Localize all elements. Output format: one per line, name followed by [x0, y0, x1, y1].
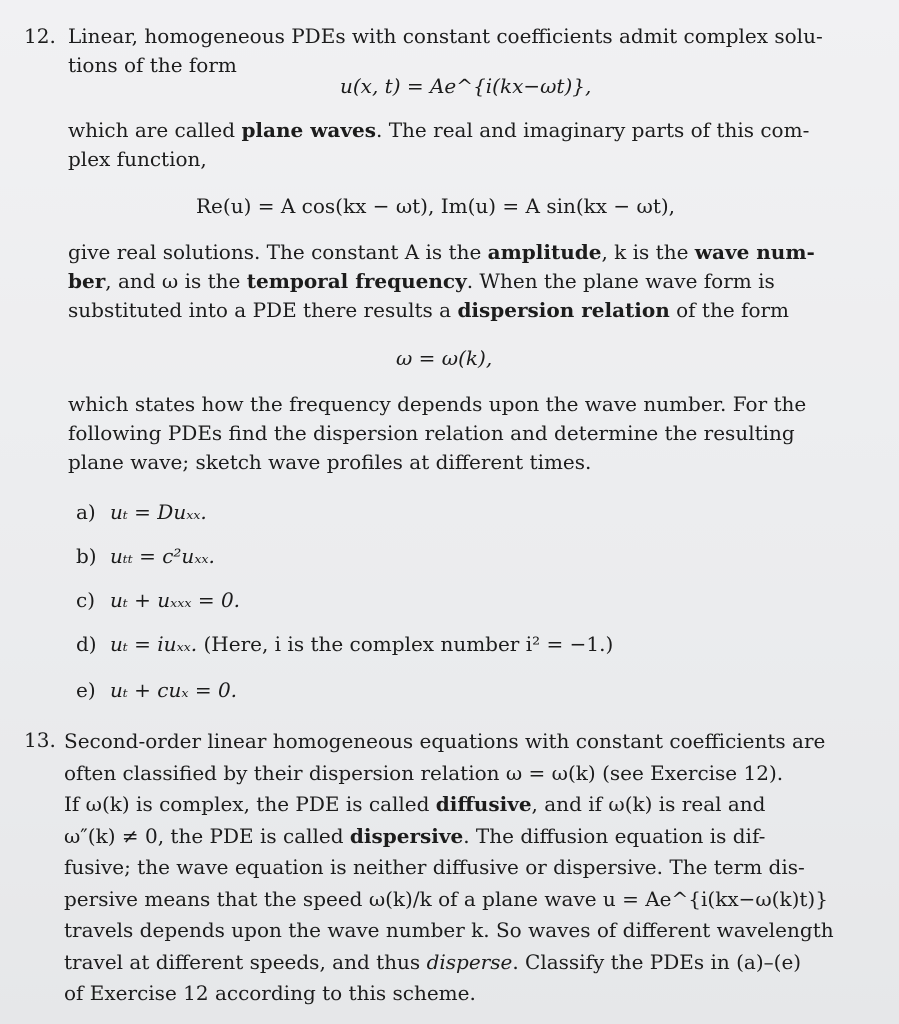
text-line: tions of the form	[68, 53, 237, 77]
equation-text: Re(u) = A cos(kx − ωt), Im(u) = A sin(kx − ωt),	[196, 194, 676, 218]
text-line: plex function,	[68, 147, 207, 171]
text-run: . When the plane wave form is	[466, 269, 775, 293]
text-run: substituted into a PDE there results a	[68, 298, 458, 322]
equation-text: u(x, t) = Ae^{i(kx−ωt)},	[340, 74, 592, 98]
text-line: persive means that the speed ω(k)/k of a plane wave u = Ae^{i(kx−ω(k)t)}	[64, 886, 828, 911]
part-equation: uₜ + uₓₓₓ = 0.	[110, 588, 241, 612]
part-note: (Here, i is the complex number i² = −1.)	[203, 632, 614, 656]
text-run: . The real and imaginary parts of this com-	[376, 118, 810, 142]
text-run: give real solutions. The constant A is the	[68, 240, 488, 264]
term-temporal-frequency: temporal frequency	[246, 269, 467, 293]
part-a	[76, 498, 207, 527]
text-run: If ω(k) is complex, the PDE is called	[64, 792, 436, 816]
equation-re-im	[196, 192, 675, 221]
part-label: c)	[76, 588, 96, 612]
term-disperse: disperse	[426, 949, 513, 974]
text-run: ω″(k) ≠ 0, the PDE is called	[64, 823, 350, 848]
text-line: plane wave; sketch wave profiles at different times.	[68, 450, 592, 474]
equation-text: ω = ω(k),	[396, 346, 493, 370]
text-run: , k is the	[601, 240, 695, 264]
text-line: fusive; the wave equation is neither diffusive or dispersive. The term dis-	[64, 855, 805, 879]
term-plane-waves: plane waves	[241, 118, 376, 142]
part-equation: uₜ = Duₓₓ.	[110, 500, 207, 524]
part-d	[76, 630, 613, 659]
term-wave-number: wave num-	[694, 240, 815, 264]
equation-plane-wave	[340, 72, 591, 101]
part-label: b)	[76, 544, 97, 568]
text-run: , and ω is the	[105, 269, 247, 293]
part-label: e)	[76, 678, 96, 702]
term-dispersion-relation: dispersion relation	[457, 298, 670, 322]
text-line: travels depends upon the wave number k. So waves of different wavelength	[64, 918, 834, 942]
part-label: d)	[76, 632, 97, 656]
definitions-paragraph	[68, 238, 858, 325]
part-equation: uₜₜ = c²uₓₓ.	[110, 544, 215, 568]
text-run: which are called	[68, 118, 242, 142]
text-run: . The diffusion equation is dif-	[463, 823, 766, 848]
exercise-number: 12.	[24, 24, 56, 48]
text-line: following PDEs find the dispersion relation and determine the resulting	[68, 421, 795, 445]
text-line: Linear, homogeneous PDEs with constant coefficients admit complex solu-	[68, 24, 823, 48]
exercise-number: 13.	[24, 728, 56, 752]
exercise-13-body	[64, 726, 876, 1010]
part-equation: uₜ + cuₓ = 0.	[110, 678, 238, 702]
term-amplitude: amplitude	[487, 240, 602, 264]
text-line: of Exercise 12 according to this scheme.	[64, 981, 476, 1005]
part-label: a)	[76, 500, 96, 524]
term-diffusive: diffusive	[435, 792, 532, 816]
text-run: . Classify the PDEs in (a)–(e)	[512, 949, 802, 974]
part-c	[76, 586, 240, 615]
equation-dispersion	[396, 344, 492, 373]
instructions-paragraph	[68, 390, 858, 477]
part-equation: uₜ = iuₓₓ.	[110, 632, 198, 656]
text-run: travel at different speeds, and thus	[64, 949, 427, 974]
text-run: , and if ω(k) is real and	[531, 792, 766, 816]
part-e	[76, 676, 237, 705]
term-wave-number-cont: ber	[68, 269, 106, 293]
plane-waves-paragraph	[68, 116, 858, 174]
text-run: of the form	[669, 298, 790, 322]
text-line: often classified by their dispersion relation ω = ω(k) (see Exercise 12).	[64, 760, 784, 785]
part-b	[76, 542, 215, 571]
text-line: which states how the frequency depends upon the wave number. For the	[68, 392, 807, 416]
term-dispersive: dispersive	[349, 823, 464, 848]
text-line: Second-order linear homogeneous equations with constant coefficients are	[64, 729, 826, 753]
